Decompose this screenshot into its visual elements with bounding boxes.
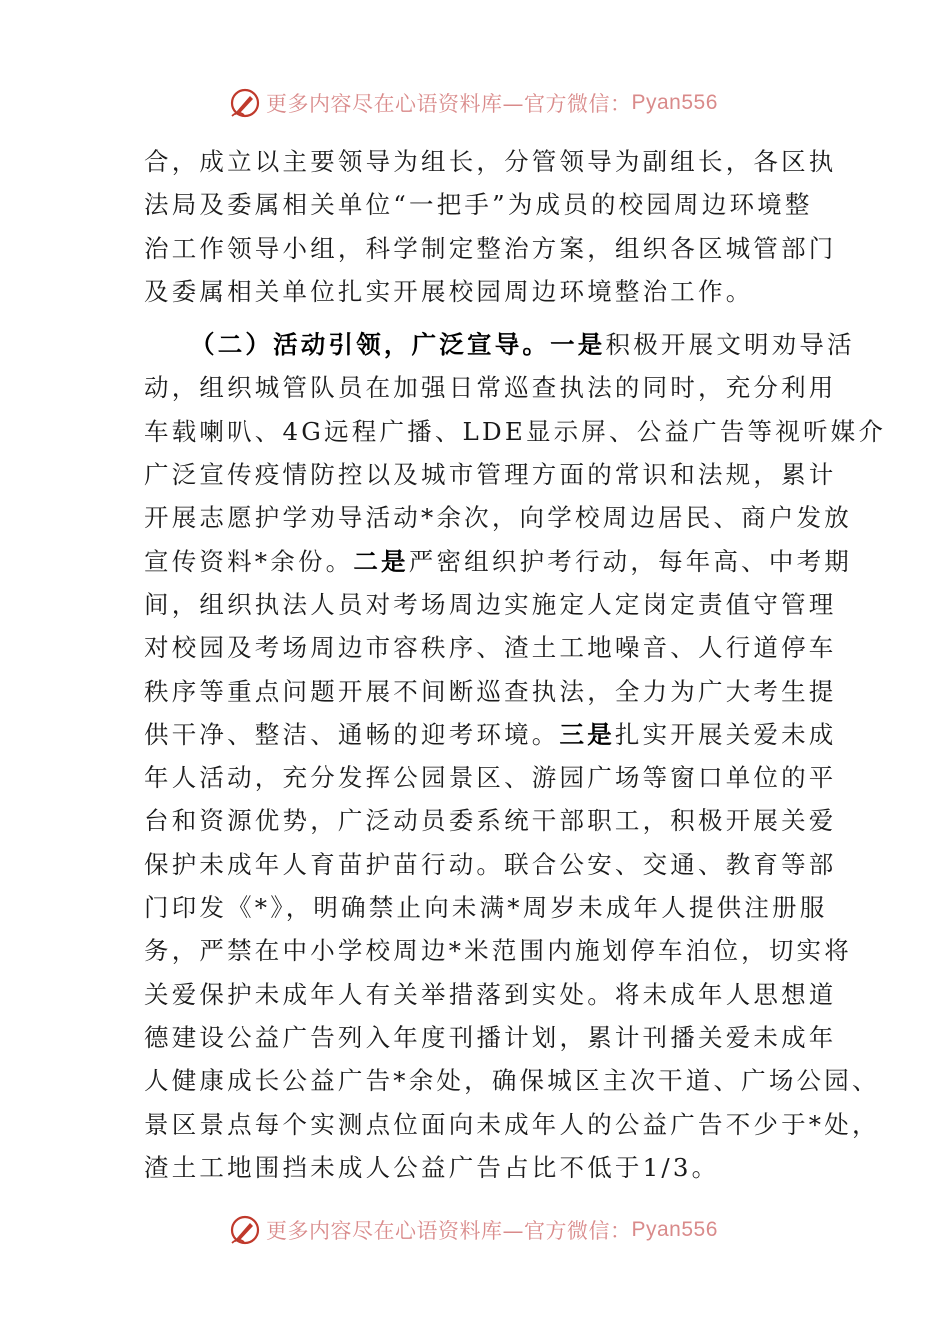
paragraph-2 <box>144 323 887 1189</box>
lead-marker-1: 一是 <box>550 330 606 360</box>
text-line: 渣土工地围挡未成人公益广告占比不低于1/3。 <box>144 1152 720 1182</box>
text-segment: 严密组织护考行动，每年高、中考期 <box>408 546 852 576</box>
watermark-handle: Pyan556 <box>631 91 718 114</box>
lead-marker-2: 二是 <box>353 546 409 576</box>
text-line: 景区景点每个实测点位面向未成年人的公益广告不少于*处， <box>144 1109 880 1139</box>
text-line: 车载喇叭、4G远程广播、LDE显示屏、公益广告等视听媒介 <box>144 416 887 446</box>
text-line: 务，严禁在中小学校周边*米范围内施划停车泊位，切实将 <box>144 936 852 966</box>
text-line <box>144 713 837 756</box>
text-line: 治工作领导小组，科学制定整治方案，组织各区城管部门 <box>144 233 837 263</box>
text-line: 及委属相关单位扎实开展校园周边环境整治工作。 <box>144 276 754 306</box>
text-line: 法局及委属相关单位“一把手”为成员的校园周边环境整 <box>144 190 813 220</box>
text-line: 开展志愿护学劝导活动*余次，向学校周边居民、商户发放 <box>144 503 852 533</box>
text-line: 对校园及考场周边市容秩序、渣土工地噪音、人行道停车 <box>144 633 837 663</box>
text-line: 广泛宣传疫情防控以及城市管理方面的常识和法规，累计 <box>144 460 837 490</box>
text-segment: 供干净、整洁、通畅的迎考环境。 <box>144 719 560 749</box>
paragraph-1 <box>144 140 837 313</box>
text-line: 关爱保护未成年人有关举措落到实处。将未成年人思想道 <box>144 979 837 1009</box>
watermark-bottom <box>228 1213 718 1247</box>
text-line: 台和资源优势，广泛动员委系统干部职工，积极开展关爱 <box>144 806 837 836</box>
text-line: 保护未成年人育苗护苗行动。联合公安、交通、教育等部 <box>144 849 837 879</box>
section-heading: （二）活动引领，广泛宣导。 <box>190 330 551 360</box>
text-line: 德建设公益广告列入年度刊播计划，累计刊播关爱未成年 <box>144 1022 837 1052</box>
text-segment: 积极开展文明劝导活 <box>605 330 855 360</box>
text-line: 人健康成长公益广告*余处，确保城区主次干道、广场公园、 <box>144 1066 880 1096</box>
text-line: 合，成立以主要领导为组长，分管领导为副组长，各区执 <box>144 147 837 176</box>
pen-circle-logo-icon <box>228 86 262 120</box>
text-segment: 宣传资料*余份。 <box>144 546 354 576</box>
lead-marker-3: 三是 <box>559 719 615 749</box>
pen-circle-logo-icon <box>228 1213 262 1247</box>
document-body <box>144 140 887 1189</box>
text-line: 年人活动，充分发挥公园景区、游园广场等窗口单位的平 <box>144 763 837 793</box>
text-line: 门印发《*》，明确禁止向未满*周岁未成年人提供注册服 <box>144 893 828 923</box>
watermark-handle: Pyan556 <box>631 1218 718 1241</box>
text-line <box>144 540 852 583</box>
watermark-text: 更多内容尽在心语资料库—官方微信： <box>266 1219 632 1243</box>
text-line <box>144 323 855 366</box>
watermark-top <box>228 86 718 120</box>
text-line: 动，组织城管队员在加强日常巡查执法的同时，充分利用 <box>144 373 837 403</box>
text-segment: 扎实开展关爱未成 <box>614 719 837 749</box>
watermark-text: 更多内容尽在心语资料库—官方微信： <box>266 92 632 116</box>
text-line: 间，组织执法人员对考场周边实施定人定岗定责值守管理 <box>144 589 837 619</box>
text-line: 秩序等重点问题开展不间断巡查执法，全力为广大考生提 <box>144 676 837 706</box>
